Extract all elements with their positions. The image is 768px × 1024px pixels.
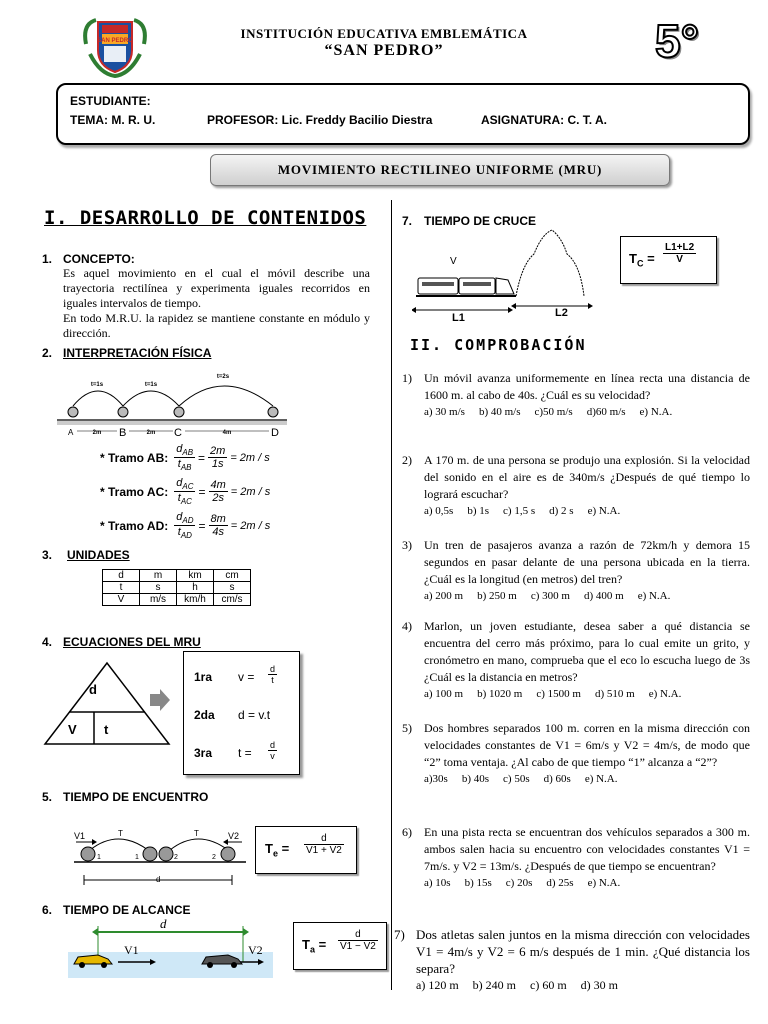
ball-icon	[268, 407, 278, 417]
alcance-figure	[68, 916, 273, 978]
alc-d: d	[160, 916, 167, 931]
tramo-value-fraction	[208, 445, 227, 470]
question-options	[416, 977, 750, 994]
concept-title: CONCEPTO:	[63, 252, 135, 266]
question-number: 4)	[402, 619, 412, 633]
interp-t3: t=2s	[216, 374, 230, 380]
question-option: c) 20s	[505, 877, 533, 889]
tramo-d: d	[176, 477, 183, 489]
dist-bc: 2m	[146, 430, 156, 436]
tramo-result: = 2m / s	[230, 519, 271, 532]
question-options	[424, 875, 750, 892]
dist-ab: 2m	[92, 430, 102, 436]
alc-v1: V1	[124, 943, 139, 957]
question-option: d) 400 m	[583, 590, 624, 602]
enc-t1: T	[118, 829, 123, 838]
cruce-num: 7.	[402, 214, 413, 228]
alc-formula-sub: a	[309, 944, 315, 955]
concept-p2: En todo M.R.U. la rapidez se mantiene constante en módulo y dirección.	[63, 311, 370, 340]
alc-formula-den: V1 − V2	[340, 941, 376, 952]
encuentro-figure	[70, 822, 250, 887]
cruce-l2: L2	[555, 307, 568, 319]
equation-lhs: v =	[238, 670, 255, 684]
arrow-right-icon	[148, 688, 172, 717]
question-text: Un tren de pasajeros avanza a razón de 72km/h y demora 15 segundos en pasar delante de una persona ubicada en la tierra. ¿Cuál es la longitud (en metros) del tren?	[424, 538, 750, 586]
cruce-formula-num: L1+L2	[665, 242, 695, 253]
units-cell: s	[214, 582, 251, 594]
enc-formula-sub: e	[272, 848, 278, 859]
question-option: b) 15s	[464, 877, 492, 889]
concept-num: 1.	[42, 252, 53, 266]
question-number: 2)	[402, 453, 412, 467]
question-options	[424, 686, 750, 703]
units-cell: V	[103, 594, 140, 606]
equation-num: d	[270, 740, 276, 750]
question-option: e) N.A.	[637, 590, 671, 602]
equations-num: 4.	[42, 635, 53, 649]
enc-n1a: 1	[97, 854, 101, 861]
equations-box	[183, 651, 300, 775]
ball-icon	[174, 407, 184, 417]
concept-p1: Es aquel movimiento en el cual el móvil describe una trayectoria rectilínea y experimenta iguales recorridos en iguales intervalos de tiempo.	[63, 266, 370, 310]
question-option: e) N.A.	[584, 773, 618, 785]
question-options	[424, 588, 750, 605]
tramo-result: = 2m / s	[230, 451, 270, 464]
question-option: c) 300 m	[530, 590, 570, 602]
cruce-formula-den: V	[676, 254, 683, 265]
enc-v1: V1	[74, 831, 86, 841]
equals-sign: =	[198, 450, 206, 465]
units-row	[103, 594, 251, 606]
question-item	[402, 452, 750, 520]
equation-den: v	[270, 751, 275, 761]
tri-right: t	[104, 722, 109, 737]
question-text: A 170 m. de una persona se produjo una explosión. Si la velocidad del sonido en el aire es de 340m/s ¿Después de qué tiempo lo logrará escuchar?	[424, 453, 750, 501]
units-cell: m	[140, 570, 177, 582]
equals-sign: =	[198, 518, 206, 533]
tramo-row	[100, 477, 270, 506]
question-option: b) 1020 m	[477, 688, 523, 700]
question-option: a) 120 m	[416, 978, 459, 992]
section-heading-desarrollo: I. DESARROLLO DE CONTENIDOS	[44, 207, 367, 229]
encuentro-formula: $T_e$ = $\frac{d}{V1 + V2}$	[255, 826, 357, 874]
equation-fraction	[268, 664, 277, 685]
question-option: a) 30 m/s	[424, 406, 465, 418]
enc-n2a: 2	[174, 854, 178, 861]
question-option: a) 200 m	[424, 590, 464, 602]
question-item	[402, 824, 750, 892]
tramo-d: d	[176, 511, 183, 523]
tramo-t: t	[177, 458, 181, 471]
question-option: c) 1500 m	[536, 688, 581, 700]
concept-text	[63, 266, 370, 341]
question-option: d) 2 s	[549, 505, 574, 517]
equation-row	[194, 738, 294, 768]
logo-text: SAN PEDRO	[97, 38, 133, 44]
tramo-value-num: 2m	[210, 445, 226, 458]
tramo-value-den: 4s	[212, 526, 224, 539]
units-cell: km	[177, 570, 214, 582]
tramo-t: t	[177, 492, 181, 505]
alc-v2: V2	[248, 943, 263, 957]
question-option: a)30s	[424, 773, 448, 785]
units-title: UNIDADES	[67, 548, 130, 562]
tramo-symbol-num	[174, 477, 195, 492]
encuentro-num: 5.	[42, 790, 53, 804]
tramo-symbol-fraction	[174, 511, 195, 540]
tramo-value-num: 8m	[210, 513, 226, 526]
question-options	[424, 404, 750, 421]
enc-v2: V2	[228, 831, 240, 841]
tramo-t-sub: AD	[180, 531, 192, 541]
alcance-num: 6.	[42, 903, 53, 917]
tramo-t-sub: AB	[180, 463, 192, 473]
point-c: C	[174, 427, 182, 439]
alc-formula-num: d	[338, 929, 378, 941]
question-text: Dos atletas salen juntos en la misma dirección con velocidades V1 = 4m/s y V2 = 6 m/s después de 1 min. ¿Qué distancia los separa?	[416, 927, 750, 976]
section-heading-comprobacion: II. COMPROBACIÓN	[410, 336, 587, 354]
tramo-label: * Tramo AB:	[100, 450, 169, 465]
tramo-label: * Tramo AD:	[100, 518, 169, 533]
ball-icon	[81, 847, 95, 861]
tramo-value-fraction	[209, 513, 228, 538]
question-item	[402, 537, 750, 605]
tramo-d-sub: AB	[182, 448, 194, 458]
interp-t1: t=1s	[90, 382, 104, 388]
question-option: b) 250 m	[477, 590, 517, 602]
question-option: e) N.A.	[587, 877, 621, 889]
question-option: c) 60 m	[530, 978, 567, 992]
question-options	[424, 503, 750, 520]
tramo-t: t	[177, 526, 181, 539]
question-text: En una pista recta se encuentran dos vehículos separados a 300 m. ambos salen hacia su encuentro con velocidades constantes V1 = 7m/s. y V2 = 13m/s. ¿Después de que tiempo se encuentran?	[424, 825, 750, 873]
grade-badge: 5°	[655, 15, 699, 67]
equation-lhs: t =	[238, 746, 252, 760]
tramo-row	[100, 511, 270, 540]
question-option: c)50 m/s	[534, 406, 573, 418]
question-option: a) 100 m	[424, 688, 464, 700]
tramo-row	[100, 443, 270, 472]
tramo-value-den: 1s	[211, 458, 224, 471]
equation-den: t	[271, 675, 274, 685]
tramo-symbol-num	[174, 443, 195, 458]
point-d: D	[271, 427, 279, 439]
ball-icon	[159, 847, 173, 861]
info-box	[56, 83, 750, 145]
tramo-value-fraction	[209, 479, 228, 504]
question-option: b) 240 m	[472, 978, 516, 992]
equation-num: d	[270, 664, 276, 674]
units-row	[103, 570, 251, 582]
equation-lhs: d = v.t	[238, 708, 271, 722]
interp-num: 2.	[42, 346, 53, 360]
page-title: MOVIMIENTO RECTILINEO UNIFORME (MRU)	[210, 154, 670, 186]
tramo-d: d	[176, 443, 183, 455]
question-option: a) 10s	[424, 877, 451, 889]
institution-line1: INSTITUCIÓN EDUCATIVA EMBLEMÁTICA	[240, 26, 528, 41]
encuentro-title: TIEMPO DE ENCUENTRO	[63, 790, 209, 804]
point-b: B	[119, 427, 127, 439]
dist-cd: 4m	[222, 430, 232, 436]
profesor-label: PROFESOR: Lic. Freddy Bacilio Diestra	[207, 113, 433, 127]
question-item	[402, 720, 750, 788]
question-number: 1)	[402, 371, 412, 385]
enc-n2b: 2	[212, 854, 216, 861]
units-cell: cm	[214, 570, 251, 582]
units-num: 3.	[42, 548, 53, 562]
tramo-symbol-den	[174, 526, 195, 540]
units-cell: t	[103, 582, 140, 594]
tri-left: V	[68, 722, 77, 737]
ball-icon	[221, 847, 235, 861]
enc-formula-den: V1 + V2	[306, 845, 342, 856]
cruce-formula: $T_C$ = $\frac{L1+L2}{V}$	[620, 236, 717, 284]
units-cell: s	[140, 582, 177, 594]
cruce-title: TIEMPO DE CRUCE	[424, 214, 537, 228]
tramo-value-den: 2s	[212, 492, 224, 505]
question-option: d)60 m/s	[586, 406, 626, 418]
cruce-v: V	[450, 256, 457, 267]
tramo-symbol-num	[174, 511, 195, 526]
student-label: ESTUDIANTE:	[70, 94, 151, 108]
units-cell: d	[103, 570, 140, 582]
ball-icon	[118, 407, 128, 417]
question-option: e) N.A.	[639, 406, 673, 418]
question-item	[402, 618, 750, 703]
question-number: 7)	[394, 927, 405, 942]
question-option: d) 510 m	[594, 688, 635, 700]
question-option: d) 60s	[543, 773, 571, 785]
equation-order: 3ra	[194, 746, 213, 760]
tramo-symbol-den	[174, 492, 195, 506]
train-icon	[416, 278, 516, 296]
enc-formula-num: d	[304, 833, 344, 845]
question-option: d) 30 m	[580, 978, 618, 992]
question-text: Marlon, un joven estudiante, desea saber a qué distancia se encuentra del cerro más próximo, para lo cual emite un grito, y cronómetro en mano, comprueba que el eco lo escucha luego de 3s ¿Cuál es la distancia en metros?	[424, 619, 750, 684]
question-option: b) 40 m/s	[478, 406, 521, 418]
question-option: d) 25s	[546, 877, 574, 889]
tramo-label: * Tramo AC:	[100, 484, 169, 499]
cruce-l1: L1	[452, 312, 465, 324]
tramo-symbol-fraction	[174, 477, 195, 506]
cruce-formula-sub: C	[636, 258, 644, 269]
question-item	[394, 926, 750, 994]
tramo-result: = 2m / s	[230, 485, 271, 498]
ball-icon	[68, 407, 78, 417]
ball-icon	[143, 847, 157, 861]
enc-d: d	[156, 875, 161, 884]
question-option: b) 40s	[461, 773, 490, 785]
tramo-value-num: 4m	[210, 479, 226, 492]
equation-order: 2da	[194, 708, 215, 722]
units-cell: h	[177, 582, 214, 594]
enc-t2: T	[194, 829, 199, 838]
cruce-formula-lhs: T	[629, 251, 637, 266]
enc-formula-lhs: T	[265, 841, 273, 856]
equation-order: 1ra	[194, 670, 213, 684]
interp-figure	[55, 368, 290, 443]
interp-t2: t=1s	[144, 382, 158, 388]
units-table	[102, 569, 251, 606]
question-options	[424, 771, 750, 788]
question-text: Dos hombres separados 100 m. corren en la misma dirección con velocidades constantes de V1 = 6m/s y V2 = 4m/s, de modo que “2” toma ventaja. ¿Al cabo de que tiempo “1” alcanza a “2”?	[424, 721, 750, 769]
column-divider	[391, 200, 392, 990]
tri-top: d	[89, 682, 97, 697]
interp-title: INTERPRETACIÓN FÍSICA	[63, 346, 212, 360]
enc-n1b: 1	[135, 854, 139, 861]
alc-formula-lhs: T	[302, 937, 310, 952]
question-number: 6)	[402, 825, 412, 839]
equation-row	[194, 662, 294, 692]
tramo-symbol-den	[174, 458, 195, 472]
units-row	[103, 582, 251, 594]
units-cell: cm/s	[214, 594, 251, 606]
equations-title: ECUACIONES DEL MRU	[63, 635, 201, 649]
question-option: c) 50s	[503, 773, 530, 785]
tramo-d-sub: AC	[182, 482, 194, 492]
equation-fraction	[268, 740, 277, 761]
question-number: 3)	[402, 538, 412, 552]
question-option: e) N.A.	[587, 505, 621, 517]
institution-line2: “SAN PEDRO”	[324, 42, 444, 59]
alcance-title: TIEMPO DE ALCANCE	[63, 903, 191, 917]
question-option: b) 1s	[467, 505, 490, 517]
alcance-formula: $T_a$ = $\frac{d}{V1 - V2}$	[293, 922, 387, 970]
asignatura-label: ASIGNATURA: C. T. A.	[481, 113, 607, 127]
question-option: e) N.A.	[648, 688, 682, 700]
point-a: A	[68, 428, 74, 437]
question-number: 5)	[402, 721, 412, 735]
equals-sign: =	[198, 484, 206, 499]
tema-label: TEMA: M. R. U.	[70, 113, 156, 127]
question-option: a) 0,5s	[424, 505, 454, 517]
cruce-figure	[412, 224, 612, 324]
units-table-wrap	[102, 569, 251, 606]
units-cell: km/h	[177, 594, 214, 606]
tramo-symbol-fraction	[174, 443, 195, 472]
equation-row	[194, 700, 294, 730]
question-item	[402, 370, 750, 421]
tramo-d-sub: AD	[182, 516, 194, 526]
tramo-t-sub: AC	[180, 497, 192, 507]
question-option: c) 1,5 s	[503, 505, 536, 517]
question-text: Un móvil avanza uniformemente en línea recta una distancia de 1600 m. al cabo de 40s. ¿Cuál es su velocidad?	[424, 371, 750, 402]
units-cell: m/s	[140, 594, 177, 606]
